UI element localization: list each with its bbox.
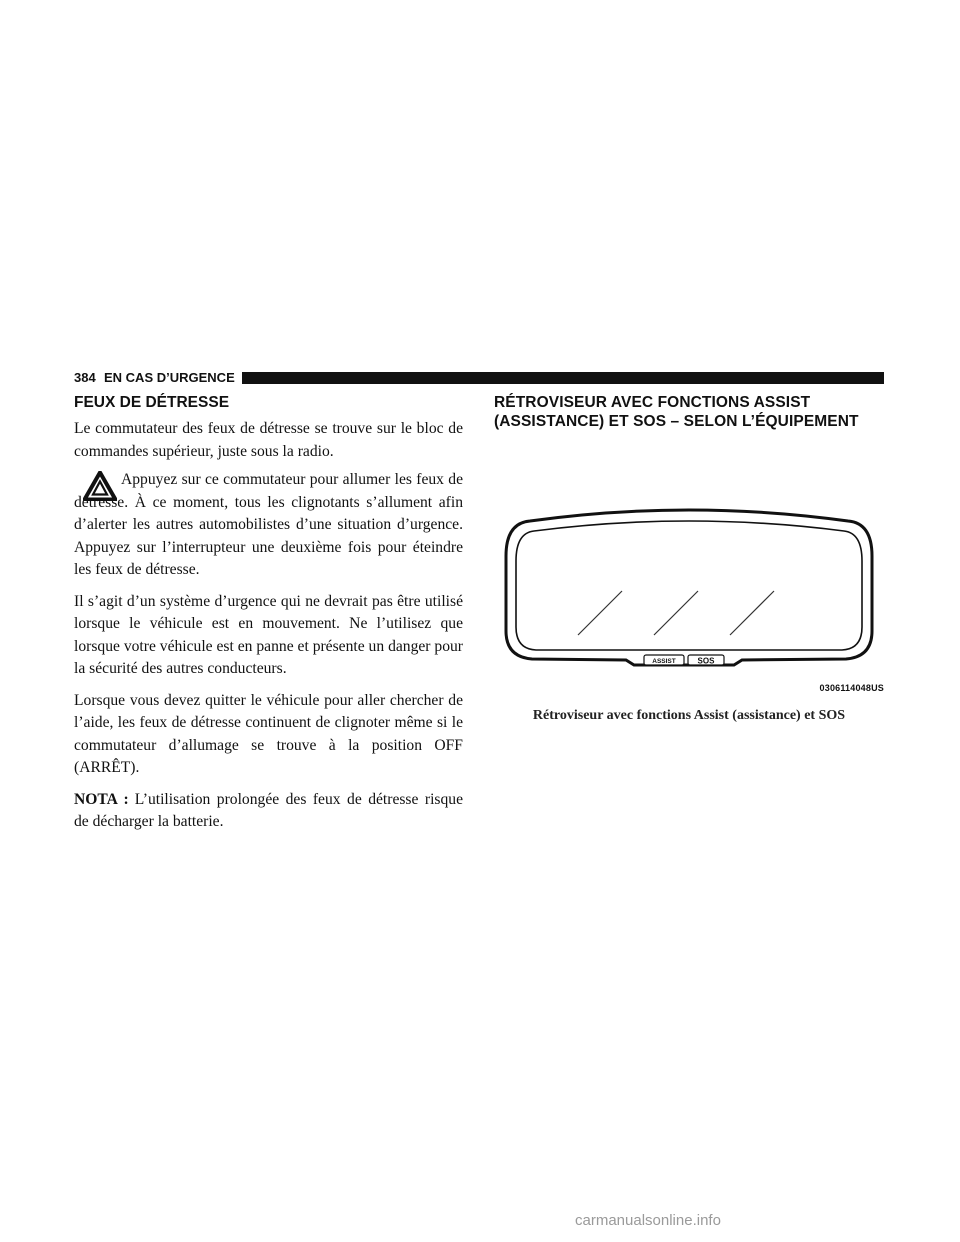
heading-mirror-line-2: (ASSISTANCE) ET SOS – SELON L’ÉQUIPEMENT [494, 413, 859, 430]
mirror-glass-edge [516, 521, 862, 650]
right-column [494, 393, 884, 725]
paragraph-switch-location: Le commutateur des feux de détresse se trouve sur le bloc de commandes supérieur, juste sous la radio. [74, 420, 463, 460]
heading-hazard-lights: FEUX DE DÉTRESSE [74, 394, 230, 411]
glass-reflection-line [654, 591, 698, 635]
note-paragraph [74, 789, 463, 834]
hazard-warning-icon [83, 471, 117, 501]
note-text: L’utilisation prolongée des feux de détresse risque de décharger la batterie. [74, 790, 463, 830]
heading-mirror-line-1: RÉTROVISEUR AVEC FONCTIONS ASSIST [494, 394, 811, 411]
section-title: EN CAS D’URGENCE [104, 370, 235, 385]
page-number: 384 [74, 370, 96, 385]
mirror-figure [494, 451, 884, 697]
mirror-illustration [494, 451, 884, 697]
note-label: NOTA : [74, 790, 129, 808]
hazard-instruction-block [74, 469, 463, 582]
paragraph-leaving-vehicle: Lorsque vous devez quitter le véhicule pour aller chercher de l’aide, les feux de détresse continuent de clignoter même si le commutateur d’allumage se trouve à la position OFF (ARRÊT). [74, 691, 463, 776]
paragraph-hazard-instructions: Appuyez sur ce commutateur pour allumer les feux de détresse. À ce moment, tous les clignotants s’allument afin d’alerter les autres automobilistes d’une situation d’urgence. Appuyez sur l’interrupteur une deuxième fois pour éteindre les feux de détresse. [74, 471, 463, 578]
assist-button-label: ASSIST [652, 658, 676, 665]
mirror-outer-frame [506, 510, 872, 665]
page-header [74, 371, 884, 385]
header-rule [242, 372, 884, 384]
left-column [74, 393, 463, 834]
paragraph-emergency-system: Il s’agit d’un système d’urgence qui ne devrait pas être utilisé lorsque le véhicule est en mouvement. Ne l’utilisez que lorsque votre véhicule est en panne et présente un danger pour la sécurité des autres conducteurs. [74, 592, 463, 677]
figure-code: 0306114048US [819, 683, 884, 693]
sos-button-label: SOS [697, 656, 715, 666]
figure-caption: Rétroviseur avec fonctions Assist (assistance) et SOS [532, 708, 846, 723]
glass-reflection-line [578, 591, 622, 635]
watermark: carmanualsonline.info [575, 1212, 721, 1229]
glass-reflection-line [730, 591, 774, 635]
